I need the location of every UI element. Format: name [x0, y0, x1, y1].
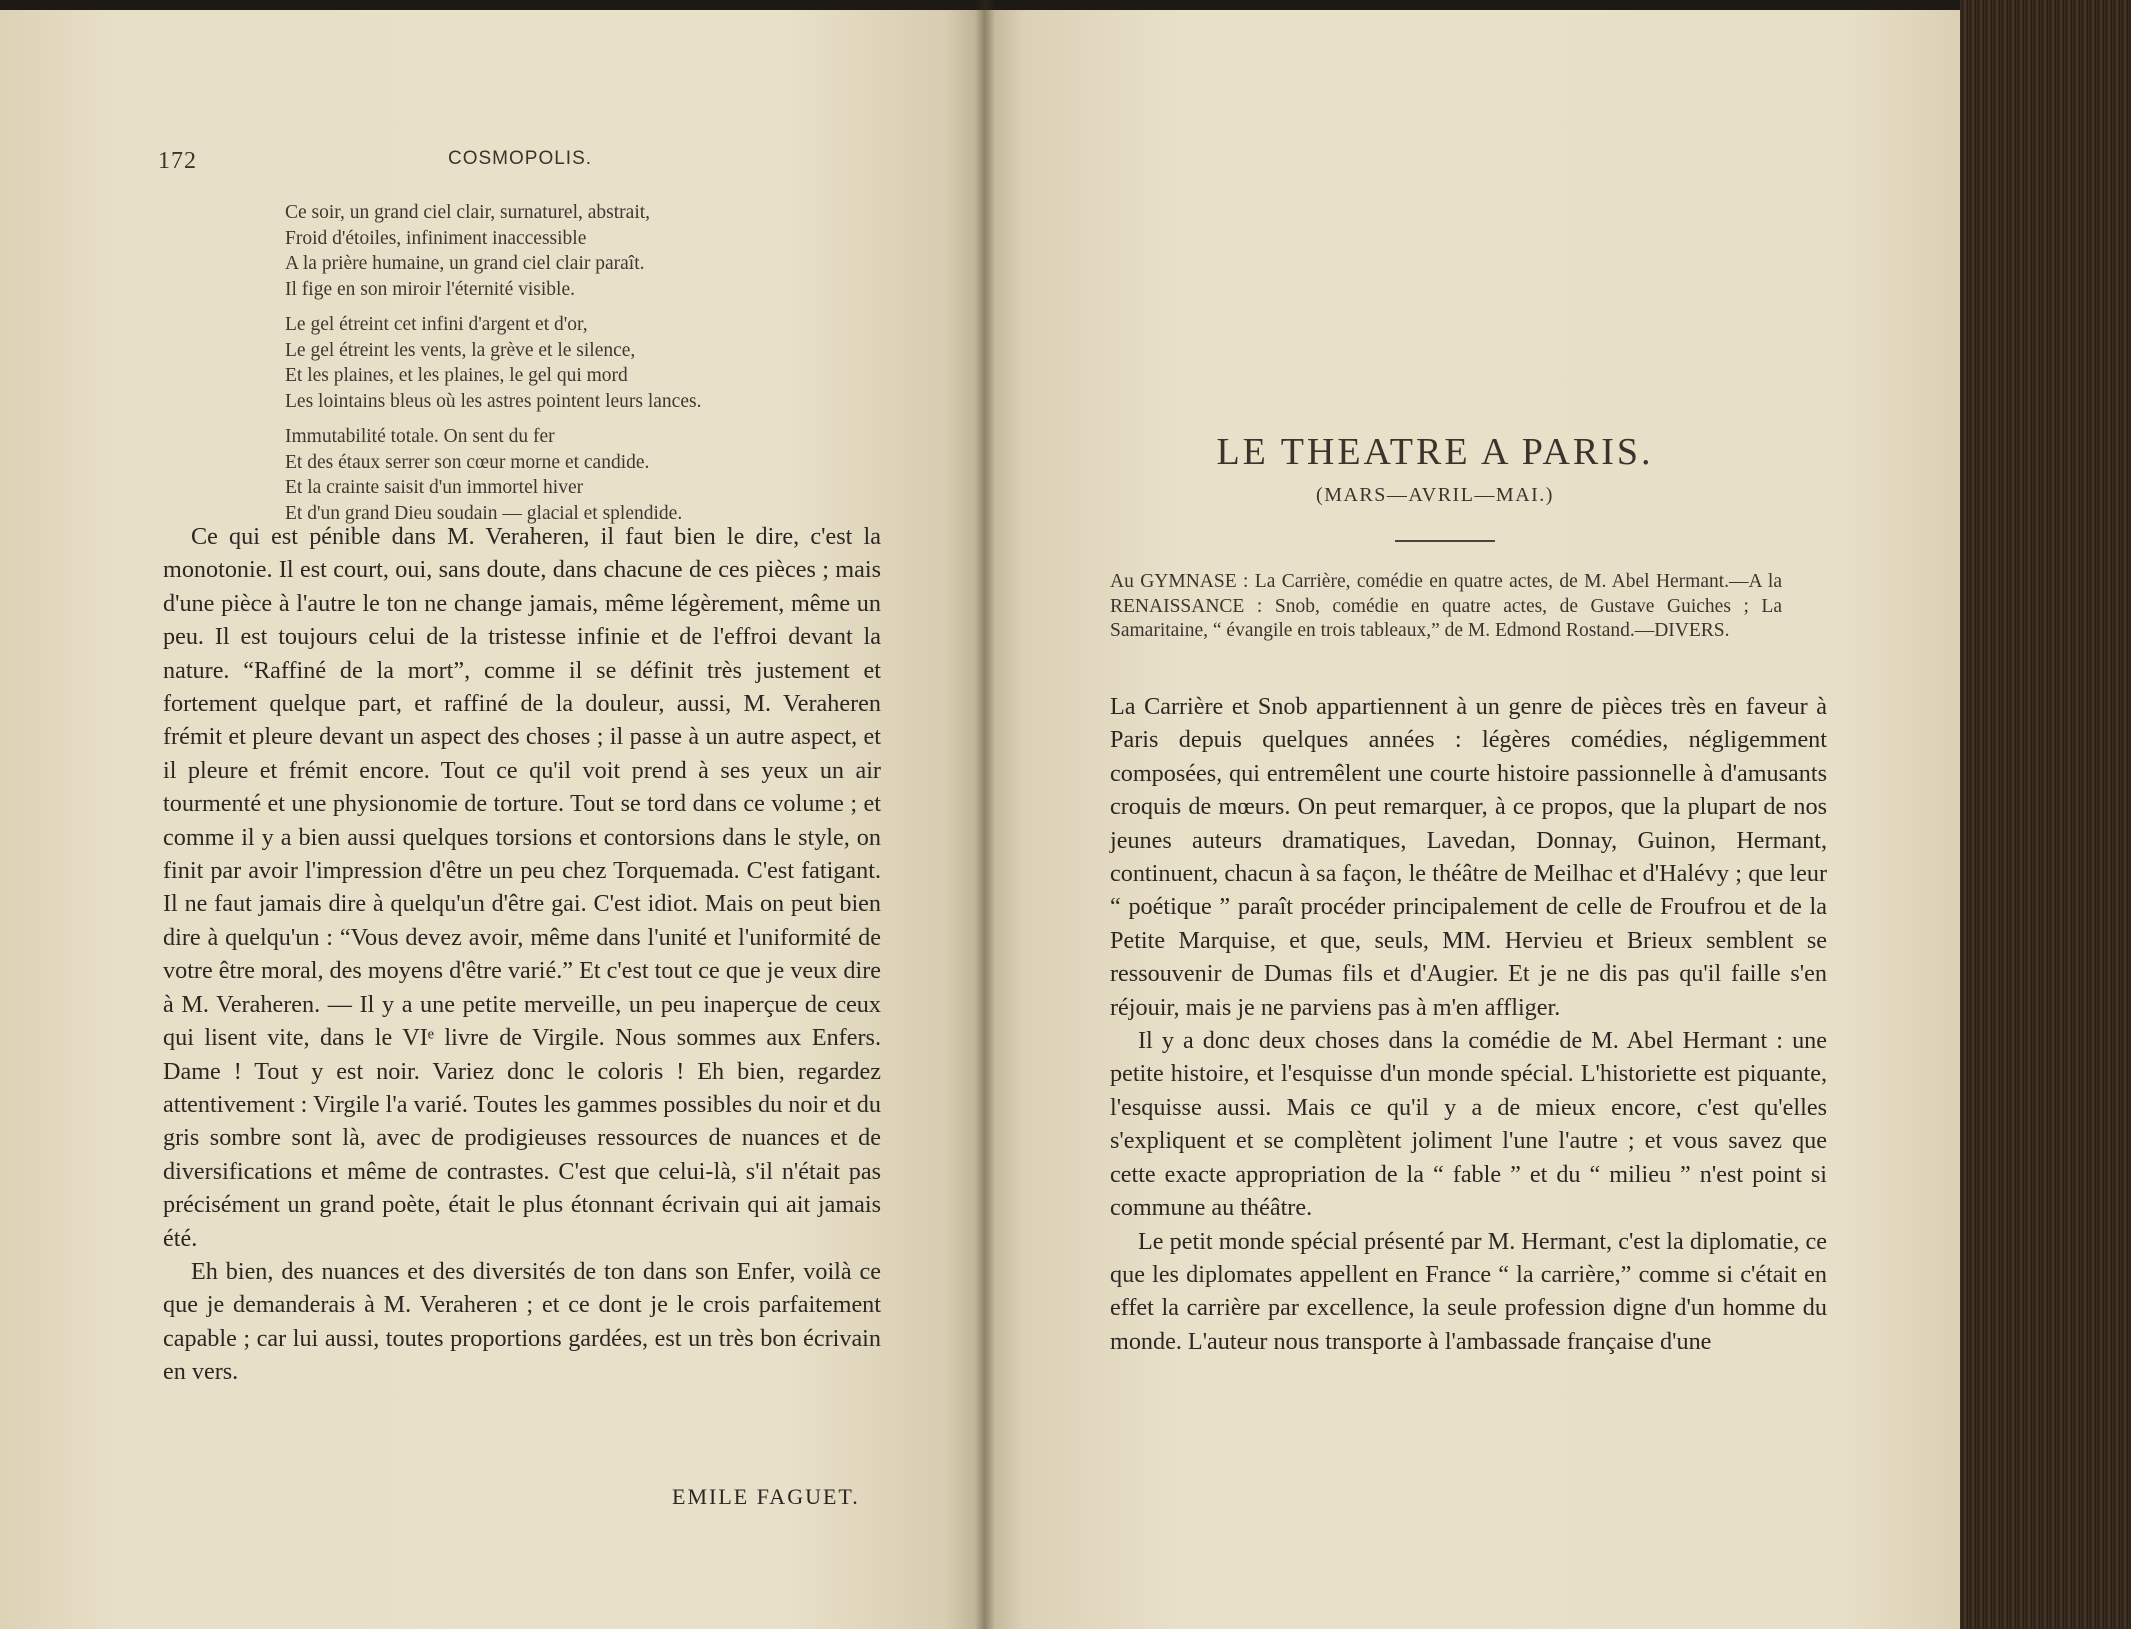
- poem-verse: Et d'un grand Dieu soudain — glacial et splendide.: [285, 502, 683, 524]
- article-subtitle: (MARS—AVRIL—MAI.): [1316, 484, 1554, 506]
- running-title: COSMOPOLIS.: [448, 148, 593, 169]
- paragraph: Eh bien, des nuances et des diversités de ton dans son Enfer, voilà ce que je demanderais à M. Veraheren ; et ce dont je le crois parfaitement capable ; car lui aussi, toutes proportions gardées, est un très bon écrivain en vers.: [163, 1257, 881, 1386]
- poem-verse: Froid d'étoiles, infiniment inaccessible: [285, 227, 587, 249]
- paragraph: Il y a donc deux choses dans la comédie de M. Abel Hermant : une petite histoire, et l'esquisse d'un monde spécial. L'historiette est piquante, l'esquisse aussi. Mais ce qu'il y a de mieux encore, c'est qu'elles s'expliquent et se complètent joliment l'une l'autre ; et vous savez que cette exacte appropriation de la “ fable ” et du “ milieu ” n'est point si commune au théâtre.: [1110, 1027, 1827, 1222]
- poem-verse: Le gel étreint les vents, la grève et le silence,: [285, 339, 636, 361]
- right-body-text: [1110, 690, 1827, 1358]
- poem: [285, 200, 885, 536]
- paragraph: Le petit monde spécial présenté par M. Hermant, c'est la diplomatie, ce que les diplomates appellent en France “ la carrière,” comme si c'était en effet la carrière par excellence, la seule profession digne d'un homme du monde. L'auteur nous transporte à l'ambassade française d'une: [1110, 1227, 1827, 1355]
- poem-stanza: [285, 312, 885, 414]
- page-number: 172: [158, 148, 197, 174]
- poem-stanza: [285, 200, 885, 302]
- author-signature: EMILE FAGUET.: [672, 1484, 860, 1509]
- poem-verse: Le gel étreint cet infini d'argent et d'or,: [285, 314, 588, 335]
- book-cover-edge: [1960, 0, 2131, 1629]
- book-spine: [975, 0, 995, 1629]
- article-summary: Au GYMNASE : La Carrière, comédie en quatre actes, de M. Abel Hermant.—A la RENAISSANCE : Snob, comédie en quatre actes, de Gustave Guiches ; La Samaritaine, “ évangile en trois tableaux,” de M. Edmond Rostand.—DIVERS.: [1110, 571, 1782, 641]
- title-rule: [1395, 540, 1495, 542]
- poem-verse: A la prière humaine, un grand ciel clair paraît.: [285, 253, 645, 274]
- poem-verse: Et des étaux serrer son cœur morne et candide.: [285, 451, 650, 473]
- paragraph: Ce qui est pénible dans M. Veraheren, il faut bien le dire, c'est la monotonie. Il est court, oui, sans doute, dans chacune de ces pièces ; mais d'une pièce à l'autre le ton ne change jamais, même légèrement, même un peu. Il est toujours celui de la tristesse infinie et de l'effroi devant la nature. “Raffiné de la mort”, comme il se définit très justement et fortement quelque part, et raffiné de la douleur, aussi, M. Veraheren frémit et pleure devant un aspect des choses ; il passe à un autre aspect, et il pleure et frémit encore. Tout ce qu'il voit prend à ses yeux un air tourmenté et une physionomie de torture. Tout se tord dans ce volume ; et comme il y a bien aussi quelques torsions et contorsions dans le style, on finit par avoir l'impression d'être un peu chez Torquemada. C'est fatigant. Il ne faut jamais dire à quelqu'un d'être gai. C'est idiot. Mais on peut bien dire à quelqu'un : “Vous devez avoir, même dans l'unité et l'uniformité de votre être moral, des moyens d'être varié.” Et c'est tout ce que je veux dire à M. Veraheren. — Il y a une petite merveille, un peu inaperçue de ceux qui lisent vite, dans le VIᵉ livre de Virgile. Nous sommes aux Enfers. Dame ! Tout y est noir. Variez donc le coloris ! Eh bien, regardez attentivement : Virgile l'a varié. Toutes les gammes possibles du noir et du gris sombre sont là, avec de prodigieuses ressources de nuances et de diversifications et même de contrastes. C'est que celui-là, s'il n'était pas précisément un grand poète, était le plus étonnant écrivain qui ait jamais été.: [163, 523, 881, 1252]
- poem-verse: Et les plaines, et les plaines, le gel qui mord: [285, 365, 628, 386]
- article-title: LE THEATRE A PARIS.: [1216, 431, 1654, 473]
- poem-verse: Et la crainte saisit d'un immortel hiver: [285, 477, 584, 498]
- poem-verse: Les lointains bleus où les astres pointent leurs lances.: [285, 390, 702, 412]
- poem-verse: Immutabilité totale. On sent du fer: [285, 426, 555, 447]
- left-body-text: [163, 520, 881, 1389]
- poem-verse: Ce soir, un grand ciel clair, surnaturel, abstrait,: [285, 202, 651, 223]
- paragraph: La Carrière et Snob appartiennent à un genre de pièces très en faveur à Paris depuis quelques années : légères comédies, négligemment composées, qui entremêlent une courte histoire passionnelle à d'amusants croquis de mœurs. On peut remarquer, à ce propos, que la plupart de nos jeunes auteurs dramatiques, Lavedan, Donnay, Guinon, Hermant, continuent, chacun à sa façon, le théâtre de Meilhac et d'Halévy ; que leur “ poétique ” paraît procéder principalement de celle de Froufrou et de la Petite Marquise, et que, seuls, MM. Hervieu et Brieux semblent se ressouvenir de Dumas fils et d'Augier. Et je ne dis pas qu'il faille s'en réjouir, mais je ne parviens pas à m'en affliger.: [1110, 693, 1827, 1021]
- poem-stanza: [285, 424, 885, 526]
- poem-verse: Il fige en son miroir l'éternité visible.: [285, 278, 575, 300]
